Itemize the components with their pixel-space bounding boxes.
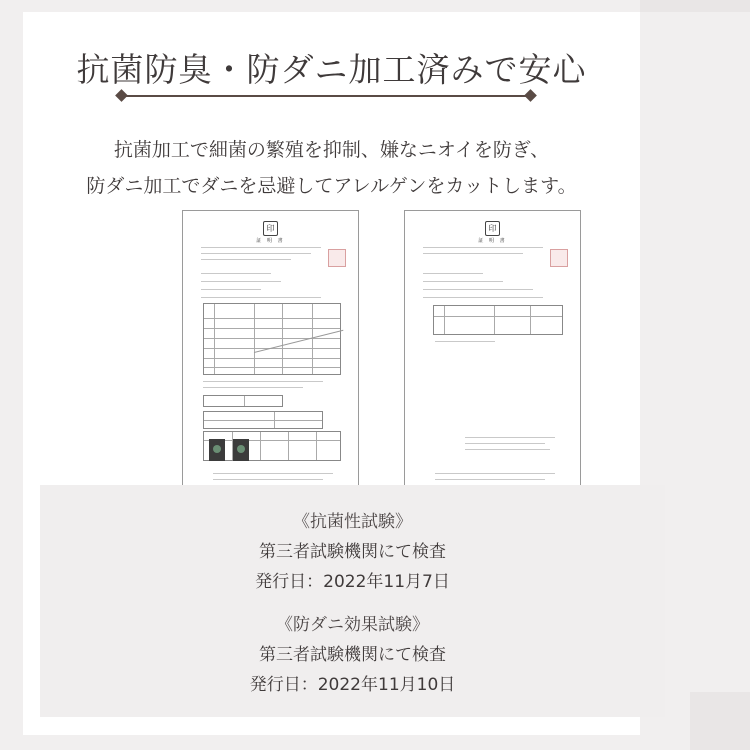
antibacterial-certificate-image: [182, 210, 359, 488]
text-line: [203, 381, 323, 382]
small-table-image: [203, 395, 283, 407]
text-line: [423, 253, 523, 254]
certificate-images: [23, 210, 640, 490]
text-line: [423, 273, 483, 274]
red-stamp-icon: [328, 249, 346, 267]
text-line: [423, 281, 503, 282]
small-table-image: [203, 411, 323, 429]
description-line-2: 防ダニ加工でダニを忌避してアレルゲンをカットします。: [86, 175, 577, 197]
text-line: [465, 437, 555, 438]
description: [23, 132, 640, 204]
page-title: 抗菌防臭・防ダニ加工済みで安心: [76, 50, 587, 89]
certificate-title: 証 明 書: [478, 238, 507, 244]
text-line: [423, 289, 533, 290]
certificate-header: [183, 219, 358, 244]
anti-mite-certificate-image: [404, 210, 581, 488]
decor-bottom-right: [690, 692, 750, 750]
text-line: [201, 289, 261, 290]
anti-mite-test-block: [40, 610, 665, 700]
text-line: [201, 281, 281, 282]
test-organization: 第三者試験機関にて検査: [259, 542, 446, 562]
certificate-seal-icon: 印: [263, 221, 278, 236]
text-line: [435, 479, 545, 480]
text-line: [435, 341, 495, 342]
results-table-image: [203, 303, 341, 375]
decor-top-right: [640, 0, 750, 12]
text-line: [423, 247, 543, 248]
title-divider: [121, 95, 531, 97]
test-info-panel: [40, 485, 665, 717]
certificate-title: 証 明 書: [256, 238, 285, 244]
test-name: 《抗菌性試験》: [293, 512, 412, 532]
certificate-header: [405, 219, 580, 244]
text-line: [201, 247, 321, 248]
test-organization: 第三者試験機関にて検査: [259, 645, 446, 665]
test-issue-date: 発行日：2022年11月7日: [255, 572, 450, 592]
test-issue-date: 発行日：2022年11月10日: [249, 675, 456, 695]
divider-diamond-right: [524, 89, 537, 102]
text-line: [201, 273, 271, 274]
text-line: [201, 259, 291, 260]
text-line: [465, 449, 550, 450]
text-line: [423, 297, 543, 298]
test-name: 《防ダニ効果試験》: [276, 615, 429, 635]
red-stamp-icon: [550, 249, 568, 267]
text-line: [203, 387, 303, 388]
certificate-seal-icon: 印: [485, 221, 500, 236]
text-line: [201, 297, 321, 298]
culture-photos: [203, 439, 257, 461]
results-table-image: [433, 305, 563, 335]
description-line-1: 抗菌加工で細菌の繁殖を抑制、嫌なニオイを防ぎ、: [113, 139, 550, 161]
text-line: [213, 473, 333, 474]
text-line: [201, 253, 311, 254]
antibacterial-test-block: [40, 507, 665, 597]
text-line: [213, 479, 323, 480]
text-line: [465, 443, 545, 444]
text-line: [435, 473, 555, 474]
divider-diamond-left: [115, 89, 128, 102]
